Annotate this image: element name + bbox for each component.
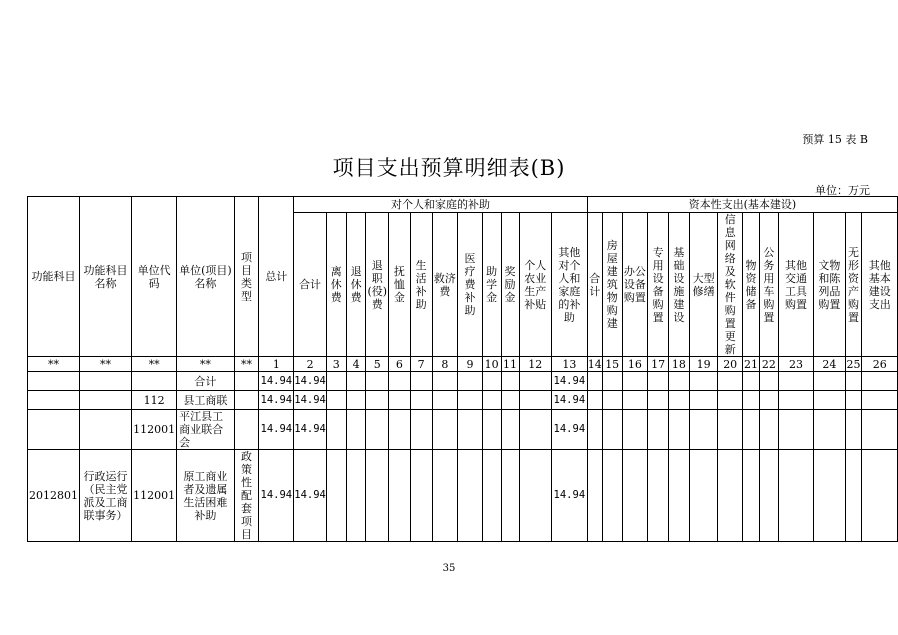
page-number: 35 <box>442 563 456 574</box>
header-retire: 离休费 <box>326 213 346 357</box>
cell-project-type <box>234 372 259 391</box>
cell-empty <box>743 410 760 450</box>
cell-empty <box>432 450 458 542</box>
cell-empty <box>622 410 648 450</box>
cell-empty <box>326 410 346 450</box>
cell-empty <box>366 410 389 450</box>
cell-func-code <box>28 372 80 391</box>
column-index-cell: 10 <box>482 357 501 372</box>
cell-empty <box>759 372 778 391</box>
cell-project-type: 政策性配套项目 <box>234 450 259 542</box>
header-house: 房屋建筑物购建 <box>602 213 622 357</box>
header-project-type: 项目类型 <box>234 197 259 357</box>
cell-empty <box>648 410 669 450</box>
column-index-cell: 3 <box>326 357 346 372</box>
cell-empty <box>778 410 813 450</box>
column-index-row <box>28 357 898 372</box>
column-index-cell: ** <box>177 357 235 372</box>
cell-empty <box>845 410 862 450</box>
cell-empty <box>622 391 648 410</box>
column-index-cell: 17 <box>648 357 669 372</box>
cell-empty <box>845 391 862 410</box>
cell-empty <box>482 372 501 391</box>
header-capital-sum: 合计 <box>587 213 602 357</box>
cell-empty <box>501 372 519 391</box>
cell-total: 14.94 <box>259 372 294 391</box>
cell-empty <box>458 450 483 542</box>
cell-empty <box>814 372 845 391</box>
column-index-cell: 12 <box>519 357 551 372</box>
cell-empty <box>366 372 389 391</box>
cell-empty <box>458 410 483 450</box>
cell-empty <box>587 391 602 410</box>
table-row <box>28 450 898 542</box>
cell-empty <box>326 372 346 391</box>
cell-empty <box>814 410 845 450</box>
cell-personal-sum: 14.94 <box>294 450 327 542</box>
header-award: 奖励金 <box>501 213 519 357</box>
cell-empty <box>410 372 432 391</box>
cell-empty <box>389 372 411 391</box>
cell-project-type <box>234 410 259 450</box>
cell-empty <box>689 391 718 410</box>
cell-empty <box>602 372 622 391</box>
header-pension: 抚恤金 <box>389 213 411 357</box>
header-personal-sum: 合计 <box>294 213 327 357</box>
cell-empty <box>759 450 778 542</box>
cell-empty <box>458 391 483 410</box>
cell-empty <box>410 391 432 410</box>
cell-personal-other: 14.94 <box>551 450 587 542</box>
cell-empty <box>648 372 669 391</box>
cell-empty <box>482 391 501 410</box>
cell-empty <box>432 372 458 391</box>
column-index-cell: 7 <box>410 357 432 372</box>
header-func-name: 功能科目名称 <box>80 197 132 357</box>
cell-empty <box>432 410 458 450</box>
cell-empty <box>862 391 898 410</box>
cell-personal-sum: 14.94 <box>294 410 327 450</box>
cell-personal-other: 14.94 <box>551 391 587 410</box>
header-exit: 退职(役)费 <box>366 213 389 357</box>
cell-empty <box>718 391 743 410</box>
budget-detail-table <box>27 196 898 542</box>
column-index-cell: 5 <box>366 357 389 372</box>
column-index-cell: 8 <box>432 357 458 372</box>
cell-total: 14.94 <box>259 391 294 410</box>
column-index-cell: 2 <box>294 357 327 372</box>
column-index-cell: 22 <box>759 357 778 372</box>
cell-empty <box>519 391 551 410</box>
cell-empty <box>366 450 389 542</box>
cell-empty <box>482 450 501 542</box>
header-repair: 大型修缮 <box>689 213 718 357</box>
column-index-cell: 24 <box>814 357 845 372</box>
header-relief: 救济费 <box>432 213 458 357</box>
cell-empty <box>501 391 519 410</box>
table-reference: 预算 15 表 B <box>802 133 868 146</box>
cell-unit-code: 112001 <box>132 410 177 450</box>
column-index-cell: 23 <box>778 357 813 372</box>
header-it: 信息网络及软件购置更新 <box>718 213 743 357</box>
column-index-cell: 21 <box>743 357 758 371</box>
cell-empty <box>458 372 483 391</box>
cell-empty <box>366 391 389 410</box>
cell-empty <box>519 410 551 450</box>
cell-func-code <box>28 391 80 410</box>
cell-empty <box>648 450 669 542</box>
cell-empty <box>519 372 551 391</box>
cell-func-name <box>80 391 132 410</box>
header-group-capital: 资本性支出(基本建设) <box>587 197 897 213</box>
header-capital-other: 其他基本建设支出 <box>862 213 898 357</box>
cell-empty <box>845 450 862 542</box>
cell-empty <box>743 450 760 542</box>
column-index-cell: 9 <box>458 357 483 372</box>
header-culture: 文物和陈列品购置 <box>814 213 845 357</box>
cell-personal-sum: 14.94 <box>294 391 327 410</box>
header-personal-other: 其他对个人和家庭的补助 <box>551 213 587 357</box>
column-index-cell: 15 <box>602 357 622 372</box>
cell-unit-name: 原工商业者及遗属生活困难补助 <box>177 450 235 542</box>
cell-func-code <box>28 410 80 450</box>
cell-empty <box>778 391 813 410</box>
cell-empty <box>432 391 458 410</box>
cell-empty <box>759 410 778 450</box>
cell-empty <box>669 391 690 410</box>
cell-empty <box>501 410 519 450</box>
cell-unit-name: 合计 <box>177 372 235 391</box>
cell-personal-other: 14.94 <box>551 372 587 391</box>
table-row <box>28 391 898 410</box>
cell-project-type <box>234 391 259 410</box>
cell-empty <box>346 372 366 391</box>
cell-personal-sum: 14.94 <box>294 372 327 391</box>
cell-personal-other: 14.94 <box>551 410 587 450</box>
cell-empty <box>326 450 346 542</box>
column-index-cell: ** <box>132 357 177 372</box>
column-index-cell: ** <box>80 357 132 372</box>
cell-empty <box>862 450 898 542</box>
cell-empty <box>587 372 602 391</box>
cell-empty <box>718 410 743 450</box>
header-func-code: 功能科目 <box>28 197 80 357</box>
header-special: 专用设备购置 <box>648 213 669 357</box>
cell-empty <box>814 391 845 410</box>
column-index-cell: 1 <box>259 357 294 372</box>
column-index-cell: 26 <box>862 357 898 372</box>
column-index-cell: ** <box>234 357 259 372</box>
cell-func-name: 行政运行（民主党派及工商联事务） <box>80 450 132 542</box>
header-group-personal: 对个人和家庭的补助 <box>294 197 588 213</box>
cell-empty <box>346 450 366 542</box>
table-row <box>28 410 898 450</box>
header-car: 公务用车购置 <box>759 213 778 357</box>
cell-empty <box>862 410 898 450</box>
header-farm: 个人农业生产补贴 <box>519 213 551 357</box>
cell-func-name <box>80 372 132 391</box>
cell-total: 14.94 <box>259 410 294 450</box>
header-retire2: 退休费 <box>346 213 366 357</box>
column-index-cell: 4 <box>346 357 366 372</box>
cell-empty <box>862 372 898 391</box>
cell-empty <box>389 410 411 450</box>
cell-empty <box>519 450 551 542</box>
cell-empty <box>622 450 648 542</box>
header-infra: 基础设施建设 <box>669 213 690 357</box>
header-unit-name: 单位(项目)名称 <box>177 197 235 357</box>
column-index-cell: 18 <box>669 357 690 372</box>
header-intangible: 无形资产购置 <box>845 213 862 357</box>
cell-empty <box>778 450 813 542</box>
cell-empty <box>389 391 411 410</box>
cell-empty <box>743 391 760 410</box>
column-index-cell: 19 <box>689 357 718 372</box>
cell-empty <box>718 450 743 542</box>
cell-empty <box>602 391 622 410</box>
cell-empty <box>346 391 366 410</box>
header-total: 总计 <box>259 197 294 357</box>
cell-empty <box>669 450 690 542</box>
cell-empty <box>814 450 845 542</box>
header-reserve: 物资储备 <box>743 213 760 357</box>
cell-empty <box>501 450 519 542</box>
cell-empty <box>689 410 718 450</box>
column-index-cell: 16 <box>622 357 648 372</box>
cell-func-code: 2012801 <box>28 450 80 542</box>
column-index-cell: 13 <box>551 357 587 372</box>
cell-empty <box>689 372 718 391</box>
cell-empty <box>669 410 690 450</box>
cell-empty <box>346 410 366 450</box>
cell-unit-name: 平江县工商业联合会 <box>177 410 235 450</box>
cell-empty <box>410 450 432 542</box>
header-transport: 其他交通工具购置 <box>778 213 813 357</box>
cell-empty <box>759 391 778 410</box>
cell-empty <box>778 372 813 391</box>
header-medical: 医疗费补助 <box>458 213 483 357</box>
cell-empty <box>622 372 648 391</box>
cell-empty <box>587 450 602 542</box>
column-index-cell: 20 <box>718 357 743 372</box>
cell-empty <box>718 372 743 391</box>
cell-empty <box>482 410 501 450</box>
cell-empty <box>587 410 602 450</box>
cell-empty <box>602 450 622 542</box>
cell-func-name <box>80 410 132 450</box>
table-row <box>28 372 898 391</box>
header-living: 生活补助 <box>410 213 432 357</box>
header-student: 助学金 <box>482 213 501 357</box>
column-index-cell: ** <box>28 357 80 372</box>
header-unit-code: 单位代码 <box>132 197 177 357</box>
cell-total: 14.94 <box>259 450 294 542</box>
cell-empty <box>669 372 690 391</box>
cell-empty <box>648 391 669 410</box>
cell-empty <box>326 391 346 410</box>
cell-empty <box>743 372 760 391</box>
cell-unit-code: 112 <box>132 391 177 410</box>
cell-empty <box>845 372 862 391</box>
cell-unit-name: 县工商联 <box>177 391 235 410</box>
header-office: 办公设备购置 <box>622 213 648 357</box>
column-index-cell: 14 <box>587 357 602 371</box>
cell-unit-code <box>132 372 177 391</box>
column-index-cell: 11 <box>503 357 518 371</box>
cell-empty <box>389 450 411 542</box>
column-index-cell: 25 <box>846 357 861 371</box>
cell-empty <box>410 410 432 450</box>
column-index-cell: 6 <box>389 357 411 372</box>
cell-empty <box>689 450 718 542</box>
unit-label: 单位：万元 <box>815 184 870 197</box>
cell-empty <box>602 410 622 450</box>
page-title: 项目支出预算明细表(B) <box>332 156 566 180</box>
cell-unit-code: 112001 <box>132 450 177 542</box>
